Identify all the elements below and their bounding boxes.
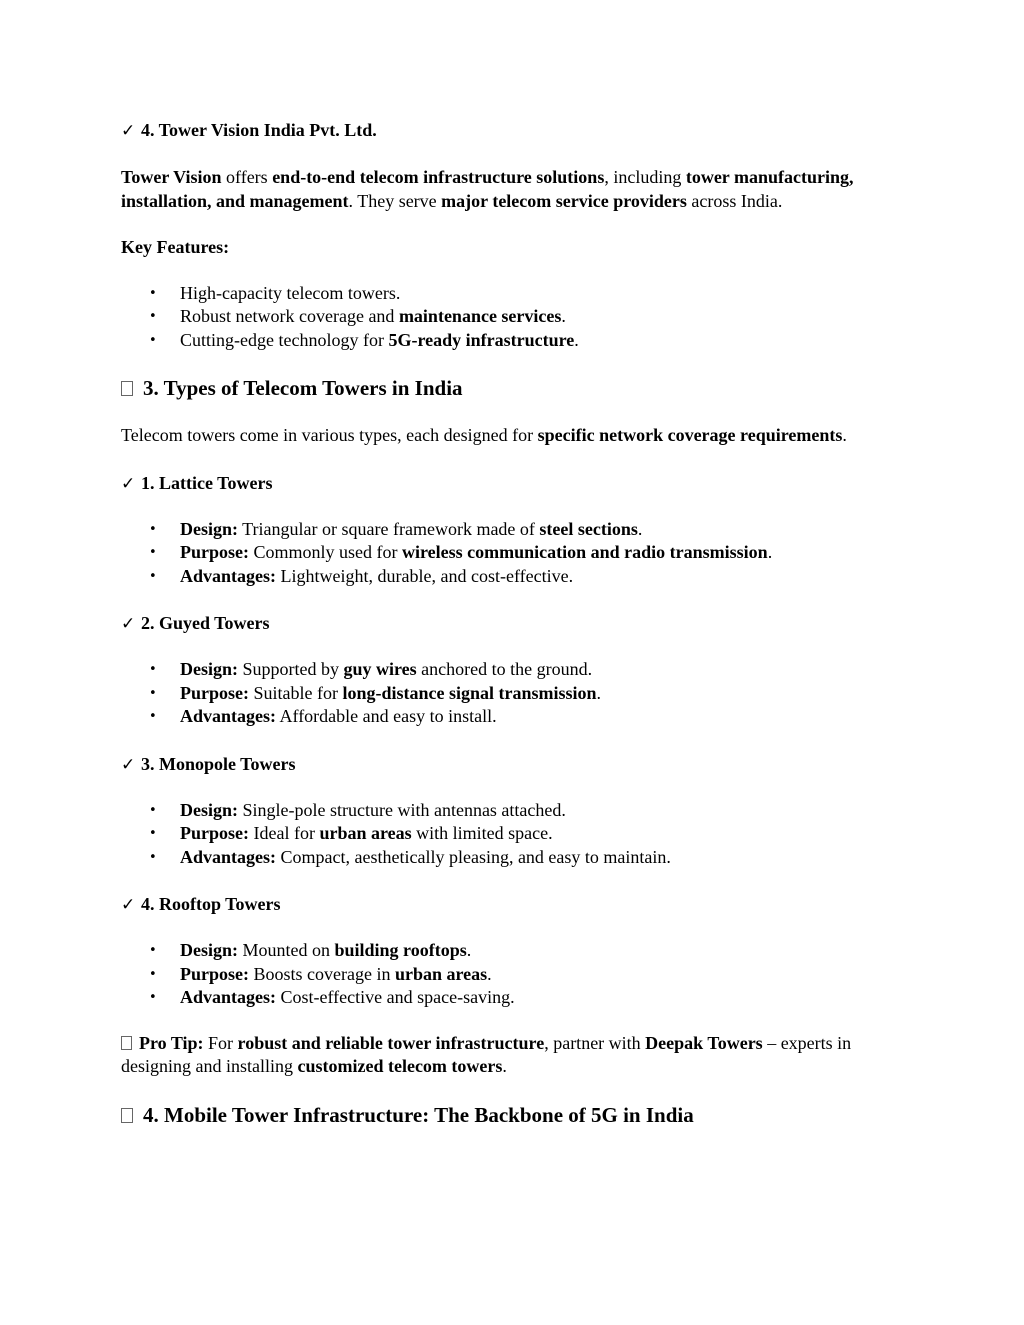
tower-type-list: [121, 518, 911, 589]
tower-type-list: [121, 658, 911, 729]
list-item: • Advantages: Affordable and easy to install.: [180, 705, 911, 729]
list-item: • Design: Triangular or square framework made of steel sections.: [180, 518, 911, 542]
check-icon: ✓: [121, 895, 136, 915]
tower-type-heading: ✓ 1. Lattice Towers: [121, 472, 273, 494]
list-item: • Robust network coverage and maintenance services.: [180, 305, 911, 329]
list-item: • Purpose: Boosts coverage in urban areas.: [180, 963, 911, 987]
list-item: • Design: Mounted on building rooftops.: [180, 939, 911, 963]
tower-vision-heading: ✓ 4. Tower Vision India Pvt. Ltd.: [121, 120, 377, 141]
check-icon: ✓: [121, 473, 136, 494]
list-item: • High-capacity telecom towers.: [180, 282, 911, 306]
check-icon: ✓: [121, 121, 136, 141]
tower-vision-paragraph: Tower Vision offers end-to-end telecom infrastructure solutions, including tower manufacturing, installation, and management. They serve major telecom service providers across India.: [121, 167, 854, 211]
mobile-infrastructure-heading: 4. Mobile Tower Infrastructure: The Backbone of 5G in India: [121, 1102, 911, 1128]
list-item: • Advantages: Cost-effective and space-saving.: [180, 986, 911, 1010]
list-item: • Purpose: Commonly used for wireless communication and radio transmission.: [180, 541, 911, 565]
tower-type-list: [121, 799, 911, 870]
list-item: • Advantages: Lightweight, durable, and cost-effective.: [180, 565, 911, 589]
list-item: • Purpose: Ideal for urban areas with limited space.: [180, 822, 911, 846]
document-page: [121, 118, 911, 1128]
tower-type-heading: ✓ 2. Guyed Towers: [121, 613, 270, 634]
tower-type-list: [121, 939, 911, 1010]
missing-glyph-icon: [121, 1036, 132, 1050]
tower-type-heading: ✓ 3. Monopole Towers: [121, 753, 296, 775]
missing-glyph-icon: [121, 381, 133, 396]
list-item: • Design: Single-pole structure with antennas attached.: [180, 799, 911, 823]
list-item: • Purpose: Suitable for long-distance signal transmission.: [180, 682, 911, 706]
check-icon: ✓: [121, 614, 136, 634]
types-heading: 3. Types of Telecom Towers in India: [121, 375, 911, 401]
key-features-label: Key Features:: [121, 237, 230, 257]
list-item: • Advantages: Compact, aesthetically pleasing, and easy to maintain.: [180, 846, 911, 870]
list-item: • Design: Supported by guy wires anchored to the ground.: [180, 658, 911, 682]
missing-glyph-icon: [121, 1108, 133, 1123]
check-icon: ✓: [121, 754, 136, 775]
pro-tip-paragraph: Pro Tip: For robust and reliable tower infrastructure, partner with Deepak Towers – experts in designing and installing customized telecom towers.: [121, 1032, 852, 1076]
types-intro: Telecom towers come in various types, each designed for specific network coverage requirements.: [121, 425, 847, 445]
key-features-list: [121, 282, 911, 353]
tower-type-heading: ✓ 4. Rooftop Towers: [121, 894, 281, 915]
list-item: • Cutting-edge technology for 5G-ready infrastructure.: [180, 329, 911, 353]
